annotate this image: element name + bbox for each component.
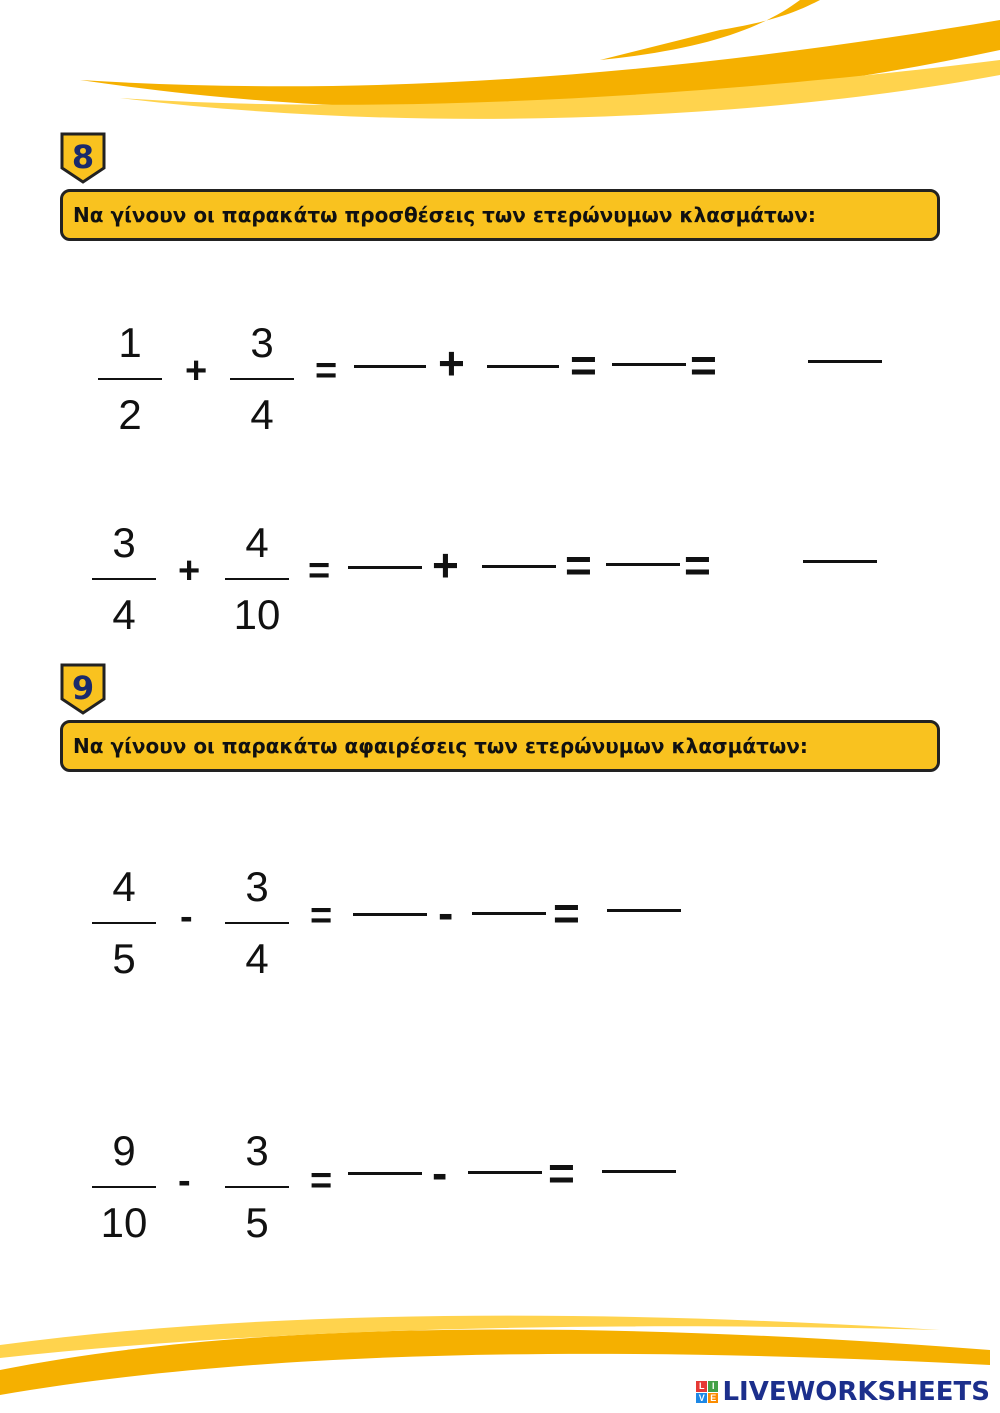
section-badge-8: [60, 132, 106, 184]
answer-blank[interactable]: [612, 363, 686, 366]
instruction-banner-8: [60, 189, 940, 241]
denominator: 10: [233, 591, 281, 638]
fraction-a: [92, 1127, 156, 1246]
fraction-bar: [92, 1186, 156, 1188]
denominator: 4: [250, 391, 274, 438]
minus-sign: -: [438, 887, 454, 939]
numerator: 4: [245, 519, 269, 566]
answer-blank[interactable]: [468, 1171, 542, 1174]
answer-blank[interactable]: [602, 1170, 676, 1173]
fraction-a: [92, 863, 156, 982]
plus-sign: +: [178, 550, 201, 592]
equals-sign: =: [310, 895, 333, 937]
denominator: 4: [245, 935, 269, 982]
equals-sign: =: [315, 350, 338, 392]
liveworksheets-logo[interactable]: [696, 1377, 990, 1407]
minus-sign: -: [432, 1147, 448, 1199]
instruction-banner-9: [60, 720, 940, 772]
fraction-bar: [230, 378, 294, 380]
denominator: 5: [112, 935, 136, 982]
answer-blank[interactable]: [472, 912, 546, 915]
answer-blank[interactable]: [482, 565, 556, 568]
equals-sign: =: [310, 1160, 333, 1202]
numerator: 3: [245, 1127, 269, 1174]
minus-sign: -: [178, 1160, 191, 1202]
instruction-text: Να γίνουν οι παρακάτω αφαιρέσεις των ετερώνυμων κλασμάτων:: [73, 734, 808, 758]
answer-blank[interactable]: [353, 913, 427, 916]
equals-sign: =: [570, 339, 597, 391]
numerator: 4: [112, 863, 136, 910]
fraction-b: [225, 1127, 289, 1246]
answer-blank[interactable]: [606, 563, 680, 566]
logo-text: LIVEWORKSHEETS: [722, 1377, 990, 1407]
equals-sign: =: [308, 550, 331, 592]
section-badge-9: [60, 663, 106, 715]
equals-sign: =: [548, 1147, 575, 1199]
fraction-b: [225, 519, 289, 638]
denominator: 5: [245, 1199, 269, 1246]
answer-blank[interactable]: [348, 1172, 422, 1175]
numerator: 3: [250, 319, 274, 366]
fraction-bar: [225, 922, 289, 924]
numerator: 1: [118, 319, 142, 366]
answer-blank[interactable]: [487, 365, 559, 368]
fraction-bar: [225, 578, 289, 580]
denominator: 4: [112, 591, 136, 638]
denominator: 10: [100, 1199, 148, 1246]
equals-sign: =: [684, 539, 711, 591]
instruction-text: Να γίνουν οι παρακάτω προσθέσεις των ετερώνυμων κλασμάτων:: [73, 203, 816, 227]
fraction-bar: [98, 378, 162, 380]
plus-sign: +: [185, 350, 208, 392]
answer-blank[interactable]: [348, 566, 422, 569]
equals-sign: =: [690, 339, 717, 391]
fraction-a: [98, 319, 162, 438]
svg-text:9: 9: [71, 669, 95, 707]
minus-sign: -: [180, 896, 193, 938]
answer-blank[interactable]: [607, 909, 681, 912]
equals-sign: =: [565, 539, 592, 591]
numerator: 3: [112, 519, 136, 566]
fraction-bar: [225, 1186, 289, 1188]
denominator: 2: [118, 391, 142, 438]
plus-sign: +: [438, 337, 465, 389]
fraction-b: [230, 319, 294, 438]
plus-sign: +: [432, 539, 459, 591]
answer-blank[interactable]: [808, 360, 882, 363]
equals-sign: =: [553, 887, 580, 939]
answer-blank[interactable]: [354, 365, 426, 368]
numerator: 9: [112, 1127, 136, 1174]
logo-icon: L I V E: [696, 1381, 718, 1403]
answer-blank[interactable]: [803, 560, 877, 563]
fraction-b: [225, 863, 289, 982]
fraction-bar: [92, 922, 156, 924]
fraction-bar: [92, 578, 156, 580]
numerator: 3: [245, 863, 269, 910]
fraction-a: [92, 519, 156, 638]
svg-text:8: 8: [71, 138, 95, 176]
